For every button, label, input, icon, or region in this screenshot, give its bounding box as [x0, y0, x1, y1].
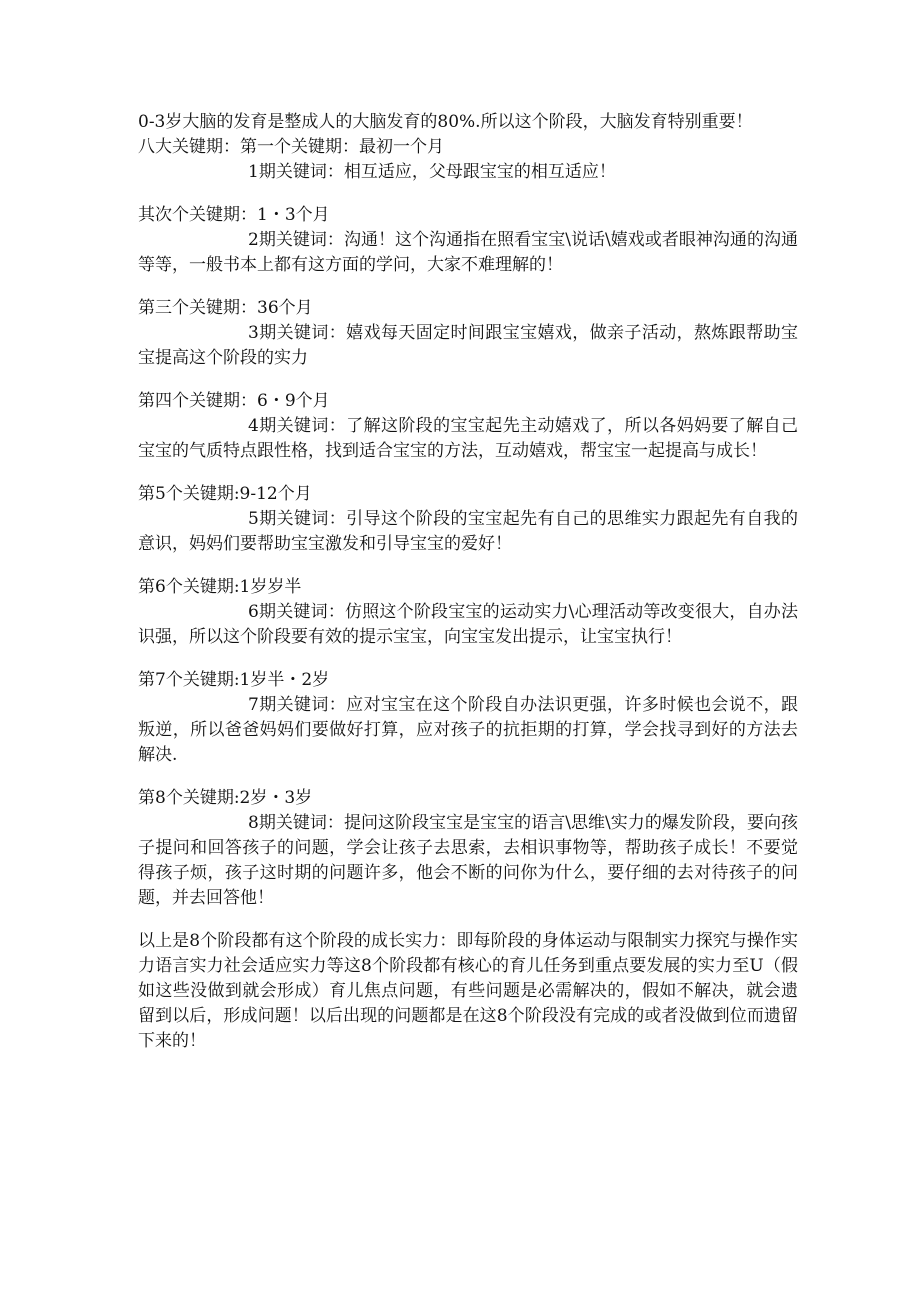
intro-line: 0-3岁大脑的发育是整成人的大脑发育的80%.所以这个阶段，大脑发育特别重要！ [138, 112, 753, 132]
period-1-heading: 第一个关键期：最初一个月 [240, 137, 444, 157]
key-periods-line [138, 135, 798, 160]
period-8-keyword: 8期关键词：提问这阶段宝宝是宝宝的语言\思维\实力的爆发阶段，要向孩子提问和回答孩子的问题，学会让孩子去思索，去相识事物等，帮助孩子成长！不要觉得孩子烦，孩子这时期的问题许多，他会不断的问你为什么，要仔细的去对待孩子的问题，并去回答他！ [138, 813, 798, 908]
period-4-keyword: 4期关键词：了解这阶段的宝宝起先主动嬉戏了，所以各妈妈要了解自己宝宝的气质特点跟性格，找到适合宝宝的方法，互动嬉戏，帮宝宝一起提高与成长！ [138, 416, 798, 461]
period-1-keyword: 1期关键词：相互适应，父母跟宝宝的相互适应！ [248, 162, 616, 182]
period-7-heading: 第7个关键期:1岁半・2岁 [138, 670, 330, 690]
period-3-keyword: 3期关键词：嬉戏每天固定时间跟宝宝嬉戏，做亲子活动，熬炼跟帮助宝宝提高这个阶段的实力 [138, 323, 798, 368]
period-5-keyword: 5期关键词：引导这个阶段的宝宝起先有自己的思维实力跟起先有自我的意识，妈妈们要帮助宝宝激发和引导宝宝的爱好！ [138, 509, 798, 554]
period-5-heading: 第5个关键期:9-12个月 [138, 484, 312, 504]
period-6-heading: 第6个关键期:1岁岁半 [138, 577, 302, 597]
conclusion-paragraph: 以上是8个阶段都有这个阶段的成长实力：即每阶段的身体运动与限制实力探究与操作实力语言实力社会适应实力等这8个阶段都有核心的育儿任务到重点要发展的实力至U（假如这些没做到就会形成）育儿焦点问题，有些问题是必需解决的，假如不解决，就会遗留到以后，形成问题！以后出现的问题都是在这8个阶段没有完成的或者没做到位而遗留下来的！ [138, 931, 798, 1051]
period-8-heading: 第8个关键期:2岁・3岁 [138, 788, 313, 808]
period-6-keyword: 6期关键词：仿照这个阶段宝宝的运动实力\心理活动等改变很大，自办法识强，所以这个阶段要有效的提示宝宝，向宝宝发出提示，让宝宝执行！ [138, 602, 798, 647]
period-2-heading: 其次个关键期：1・3个月 [138, 205, 330, 225]
key-periods-label: 八大关键期： [138, 137, 240, 157]
document-body [138, 110, 798, 1054]
period-4-heading: 第四个关键期：6・9个月 [138, 391, 330, 411]
period-7-keyword: 7期关键词：应对宝宝在这个阶段自办法识更强，许多时候也会说不，跟叛逆，所以爸爸妈妈们要做好打算，应对孩子的抗拒期的打算，学会找寻到好的方法去解决. [138, 695, 798, 765]
period-3-heading: 第三个关键期：36个月 [138, 298, 313, 318]
period-2-keyword: 2期关键词：沟通！这个沟通指在照看宝宝\说话\嬉戏或者眼神沟通的沟通等等，一般书本上都有这方面的学问，大家不难理解的！ [138, 230, 798, 275]
